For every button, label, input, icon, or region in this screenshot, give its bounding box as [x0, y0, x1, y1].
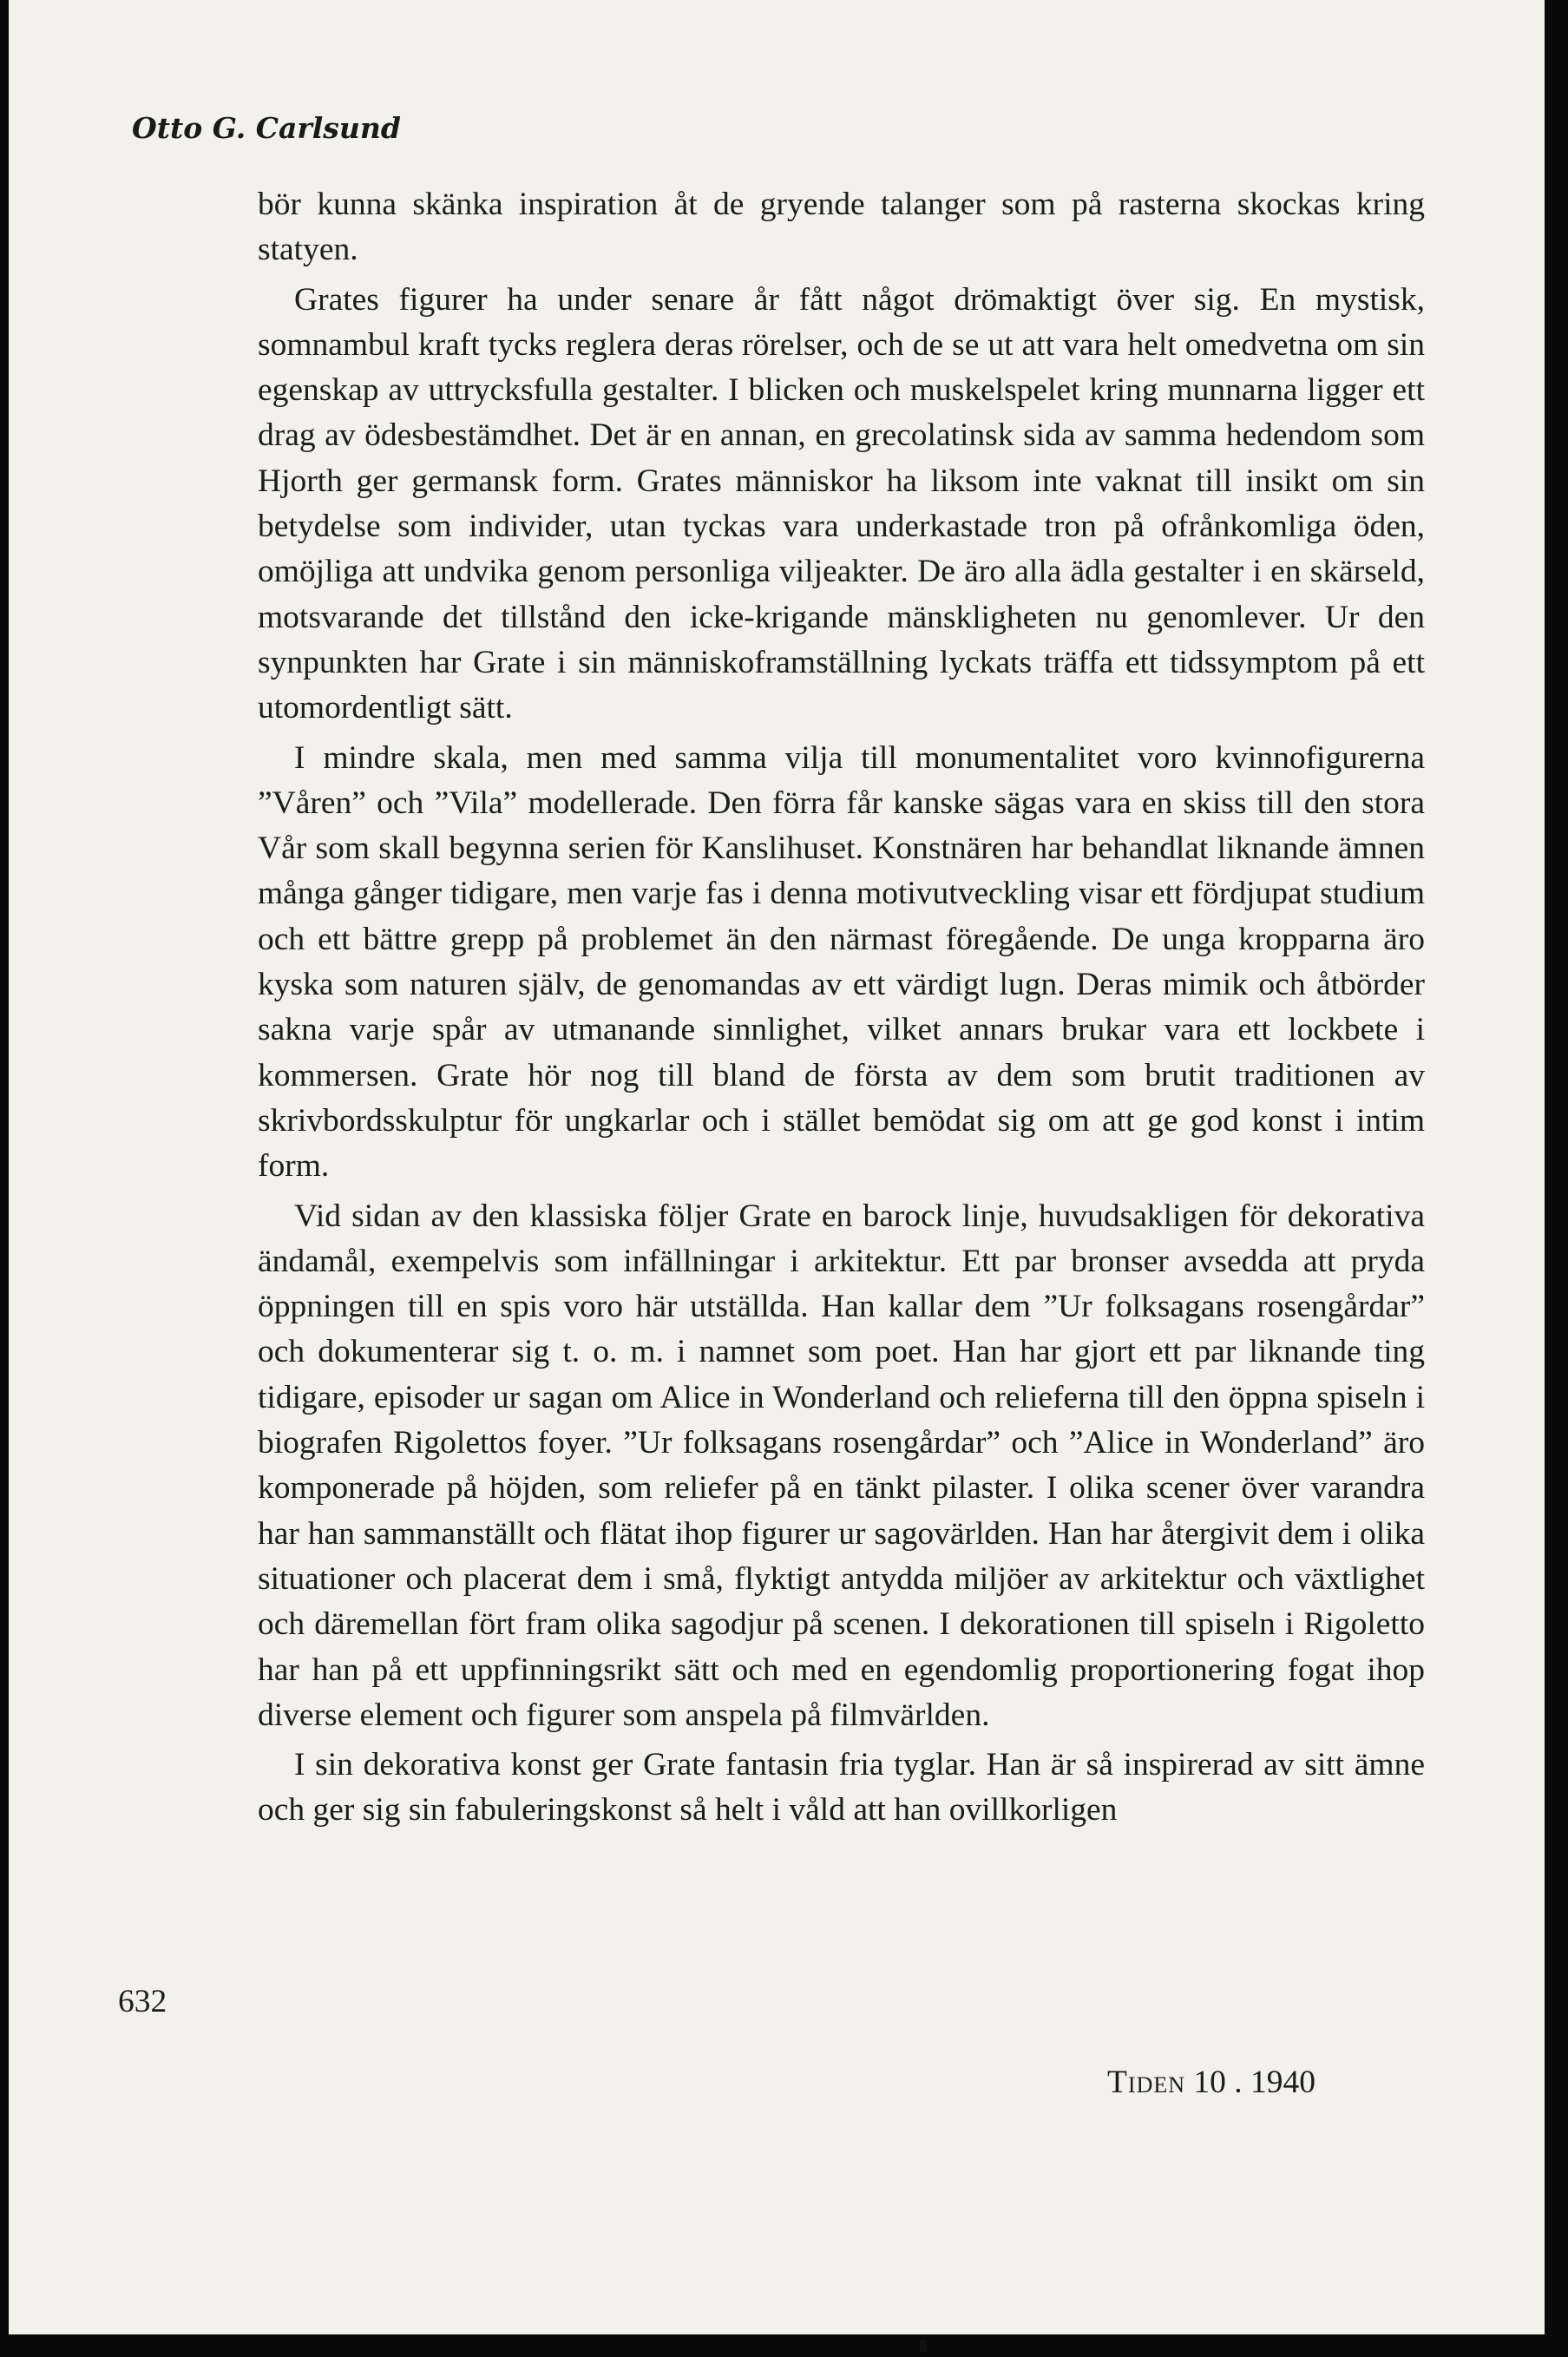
- running-head: Otto G. Carlsund: [132, 111, 401, 145]
- page-number: 632: [118, 1984, 167, 2019]
- paragraph-continued: bör kunna skänka inspiration åt de gryende talanger som på rasterna skockas kring statyen.: [258, 187, 1425, 268]
- scan-edge-mark: [920, 2340, 927, 2352]
- body-text: [258, 182, 1425, 1838]
- paragraph: I mindre skala, men med samma vilja till monumentalitet voro kvinnofigurerna ”Våren” och ”Vila” modellerade. Den förra får kanske sägas vara en skiss till den stora Vår som skall begynna serien för Kanslihuset. Konstnären har behandlat liknande ämnen många gånger tidigare, men varje fas i denna motivutveckling visar ett fördjupat studium och ett bättre grepp på problemet än den närmast föregående. De unga kropparna äro kyska som naturen själv, de genomandas av ett värdigt lugn. Deras mimik och åtbörder sakna varje spår av utmanande sinnlighet, vilket annars brukar vara ett lockbete i kommersen. Grate hör nog till bland de första av dem som brutit traditionen av skrivbordsskulptur för ungkarlar och i stället bemödat sig om att ge god konst i intim form.: [258, 739, 1425, 1185]
- journal-year: 1940: [1250, 2065, 1315, 2100]
- paragraph: Vid sidan av den klassiska följer Grate en barock linje, huvudsakligen för dekorativa ändamål, exempelvis som infällningar i arkitektur. Ett par bronser avsedda att pryda öppningen till en spis voro här utställda. Han kallar dem ”Ur folksagans rosengårdar” och dokumenterar sig t. o. m. i namnet som poet. Han har gjort ett par liknande ting tidigare, episoder ur sagan om Alice in Wonderland och relieferna till den öppna spiseln i biografen Rigolettos foyer. ”Ur folksagans rosengårdar” och ”Alice in Wonderland” äro komponerade på höjden, som reliefer på en tänkt pilaster. I olika scener över varandra har han sammanställt och flätat ihop figurer ur sagovärlden. Han har återgivit dem i olika situationer och placerat dem i små, flyktigt antydda miljöer av arkitektur och växtlighet och däremellan fört fram olika sagodjur på scenen. I dekorationen till spiseln i Rigoletto har han på ett uppfinningsrikt sätt och med en egendomlig proportionering fogat ihop diverse element och figurer som anspela på filmvärlden.: [258, 1198, 1425, 1733]
- document-page: [9, 0, 1545, 2334]
- paragraph: Grates figurer ha under senare år fått något drömaktigt över sig. En mystisk, somnambul kraft tycks reglera deras rörelser, och de se ut att vara helt omedvetna om sin egenskap av uttrycksfulla gestalter. I blicken och muskelspelet kring munnarna ligger ett drag av ödesbestämdhet. Det är en annan, en grecolatinsk sida av samma hedendom som Hjorth ger germansk form. Grates människor ha liksom inte vaknat till insikt om sin betydelse som individer, utan tyckas vara underkastade tron på ofrånkomliga öden, omöjliga att undvika genom personliga viljeakter. De äro alla ädla gestalter i en skärseld, motsvarande det tillstånd den icke-krigande mänskligheten nu genomlever. Ur den synpunkten har Grate i sin människoframställning lyckats träffa ett tidssymptom på ett utomordentligt sätt.: [258, 281, 1425, 726]
- journal-issue: 10: [1193, 2065, 1226, 2100]
- journal-separator: .: [1234, 2065, 1243, 2100]
- paragraph: I sin dekorativa konst ger Grate fantasin fria tyglar. Han är så inspirerad av sitt ämne och ger sig sin fabuleringskonst så helt i våld att han ovillkorligen: [258, 1747, 1425, 1828]
- journal-name: Tiden: [1107, 2065, 1185, 2100]
- journal-footer: [1107, 2064, 1315, 2101]
